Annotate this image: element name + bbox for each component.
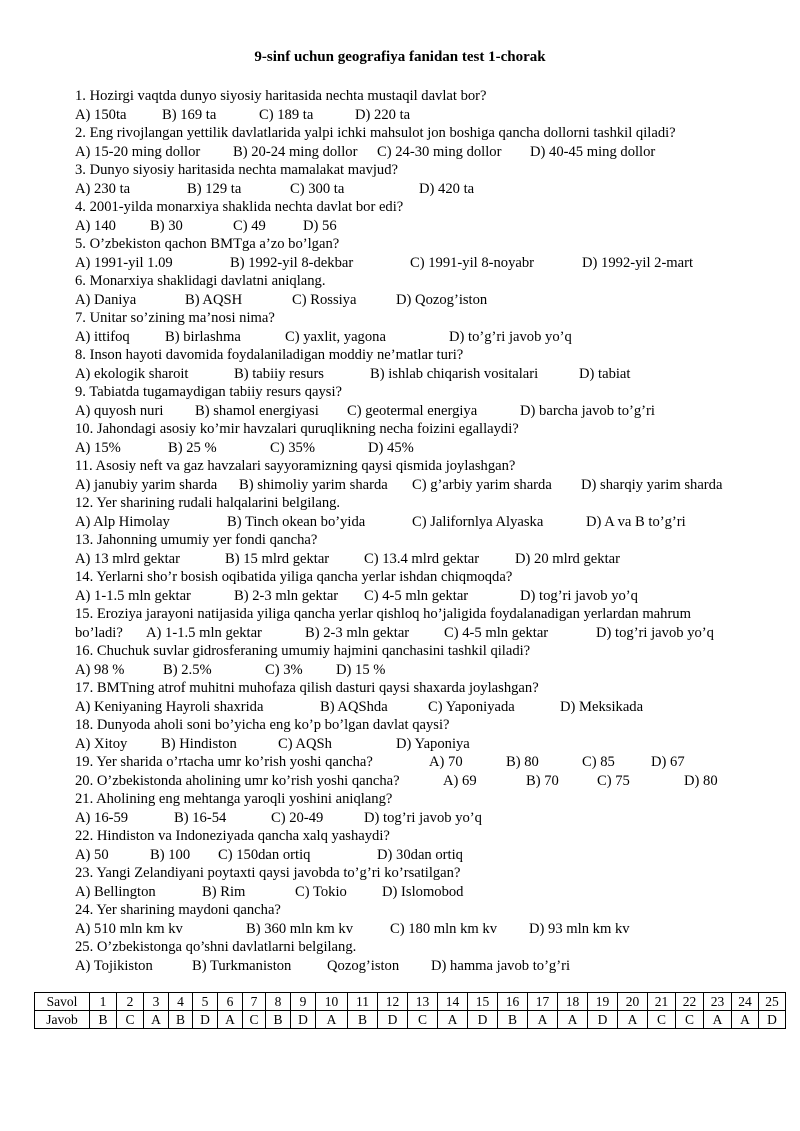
line-segment: D) tabiat (579, 366, 631, 382)
line-segment: 19. Yer sharida o’rtacha umr ko’rish yoshi qancha? (75, 754, 373, 770)
line-segment: C) 24-30 ming dollor (377, 144, 502, 160)
answer-cell: B (348, 1011, 378, 1029)
line-segment: D) tog’ri javob yo’q (520, 588, 638, 604)
answer-cell: A (704, 1011, 732, 1029)
answer-cell: D (588, 1011, 618, 1029)
question-number-cell: 19 (588, 993, 618, 1011)
line-segment: D) 20 mlrd gektar (515, 551, 620, 567)
line-segment: A) 150ta (75, 107, 127, 123)
line-segment: B) Rim (202, 884, 246, 900)
line-segment: 1. Hozirgi vaqtda dunyo siyosiy haritasida nechta mustaqil davlat bor? (75, 88, 487, 104)
line-segment: 8. Inson hayoti davomida foydalaniladigan moddiy ne’matlar turi? (75, 347, 464, 363)
line-segment: 13. Jahonning umumiy yer fondi qancha? (75, 532, 318, 548)
line-segment: A) 15-20 ming dollor (75, 144, 201, 160)
question-number-cell: 15 (468, 993, 498, 1011)
line-segment: 7. Unitar so’zining ma’nosi nima? (75, 310, 275, 326)
line-segment: D) 15 % (336, 662, 386, 678)
line-segment: D) 67 (651, 754, 685, 770)
answer-cell: A (732, 1011, 759, 1029)
answer-cell: A (558, 1011, 588, 1029)
line-segment: A) 70 (429, 754, 463, 770)
answer-cell: D (759, 1011, 786, 1029)
line-segment: B) 30 (150, 218, 183, 234)
line-segment: 9. Tabiatda tugamaydigan tabiiy resurs qaysi? (75, 384, 342, 400)
line-segment: C) 75 (597, 773, 630, 789)
answer-cell: B (169, 1011, 193, 1029)
line-segment: A) 98 % (75, 662, 125, 678)
line-segment: B) 100 (150, 847, 191, 863)
question-number-cell: 11 (348, 993, 378, 1011)
question-number-cell: 4 (169, 993, 193, 1011)
line-segment: A) quyosh nuri (75, 403, 164, 419)
line-segment: B) shimoliy yarim sharda (239, 477, 388, 493)
line-segment: 14. Yerlarni sho’r bosish oqibatida yiliga qancha yerlar ishdan chiqmoqda? (75, 569, 513, 585)
answer-cell: A (316, 1011, 348, 1029)
line-segment: C) Yaponiyada (428, 699, 515, 715)
line-segment: B) birlashma (165, 329, 241, 345)
question-number-cell: 21 (648, 993, 676, 1011)
line-segment: D) Meksikada (560, 699, 644, 715)
line-segment: B) 16-54 (174, 810, 227, 826)
question-number-cell: 1 (90, 993, 117, 1011)
question-number-cell: 2 (117, 993, 144, 1011)
answer-key-question-row (35, 993, 786, 1011)
line-segment: 22. Hindiston va Indoneziyada qancha xalq yashaydi? (75, 828, 390, 844)
question-number-cell: 17 (528, 993, 558, 1011)
line-segment: C) 1991-yil 8-noyabr (410, 255, 535, 271)
line-segment: 4. 2001-yilda monarxiya shaklida nechta davlat bor edi? (75, 199, 404, 215)
line-segment: 21. Aholining eng mehtanga yaroqli yoshini aniqlang? (75, 791, 393, 807)
line-segment: D) 220 ta (355, 107, 411, 123)
line-segment: 24. Yer sharining maydoni qancha? (75, 902, 281, 918)
line-segment: 3. Dunyo siyosiy haritasida nechta mamalakat mavjud? (75, 162, 399, 178)
line-segment: C) Tokio (295, 884, 347, 900)
answer-cell: D (291, 1011, 316, 1029)
line-segment: A) 16-59 (75, 810, 129, 826)
line-segment: D) tog’ri javob yo’q (364, 810, 482, 826)
line-segment: 20. O’zbekistonda aholining umr ko’rish yoshi qancha? (75, 773, 400, 789)
line-segment: 2. Eng rivojlangan yettilik davlatlarida yalpi ichki mahsulot jon boshiga qancha dollorni tashkil qiladi? (75, 125, 676, 141)
line-segment: bo’ladi? (75, 625, 123, 641)
line-segment: C) 4-5 mln gektar (444, 625, 549, 641)
line-segment: B) tabiiy resurs (234, 366, 324, 382)
answer-cell: D (468, 1011, 498, 1029)
line-segment: 18. Dunyoda aholi soni bo’yicha eng ko’p bo’lgan davlat qaysi? (75, 717, 450, 733)
line-segment: D) Qozog’iston (396, 292, 488, 308)
line-segment: A) Bellington (75, 884, 156, 900)
line-segment: B) 15 mlrd gektar (225, 551, 330, 567)
question-number-cell: 25 (759, 993, 786, 1011)
line-segment: 15. Eroziya jarayoni natijasida yiliga qancha yerlar qishloq ho’jaligida foydalanadigan yerlardan mahrum (75, 606, 691, 622)
line-segment: B) 169 ta (162, 107, 217, 123)
question-number-cell: 23 (704, 993, 732, 1011)
line-segment: 5. O’zbekiston qachon BMTga a’zo bo’lgan? (75, 236, 340, 252)
line-segment: A) 13 mlrd gektar (75, 551, 180, 567)
line-segment: 17. BMTning atrof muhitni muhofaza qilish dasturi qaysi shaxarda joylashgan? (75, 680, 539, 696)
line-segment: A) Keniyaning Hayroli shaxrida (75, 699, 264, 715)
line-segment: D) sharqiy yarim sharda (581, 477, 723, 493)
question-number-cell: 3 (144, 993, 169, 1011)
line-segment: 12. Yer sharining rudali halqalarini belgilang. (75, 495, 341, 511)
line-segment: D) 420 ta (419, 181, 475, 197)
question-number-cell: 7 (243, 993, 266, 1011)
line-segment: B) AQSH (185, 292, 243, 308)
line-segment: C) 49 (233, 218, 266, 234)
answer-cell: A (218, 1011, 243, 1029)
line-segment: B) ishlab chiqarish vositalari (370, 366, 539, 382)
answer-cell: C (117, 1011, 144, 1029)
line-segment: C) 20-49 (271, 810, 324, 826)
line-segment: 10. Jahondagi asosiy ko’mir havzalari quruqlikning necha foizini egallaydi? (75, 421, 519, 437)
line-segment: D) 40-45 ming dollor (530, 144, 656, 160)
question-number-cell: 8 (266, 993, 291, 1011)
line-segment: D) 30dan ortiq (377, 847, 463, 863)
line-segment: A) 1-1.5 mln gektar (146, 625, 262, 641)
line-segment: C) 300 ta (290, 181, 345, 197)
line-segment: C) Jalifornlya Alyaska (412, 514, 544, 530)
line-segment: B) 2-3 mln gektar (305, 625, 410, 641)
line-segment: C) Rossiya (292, 292, 357, 308)
line-segment: D) Yaponiya (396, 736, 470, 752)
question-number-cell: 9 (291, 993, 316, 1011)
line-segment: B) 1992-yil 8-dekbar (230, 255, 354, 271)
line-segment: C) geotermal energiya (347, 403, 478, 419)
line-segment: C) 189 ta (259, 107, 314, 123)
answer-cell: A (438, 1011, 468, 1029)
line-segment: A) 15% (75, 440, 121, 456)
line-segment: B) 25 % (168, 440, 217, 456)
line-segment: C) 150dan ortiq (218, 847, 311, 863)
line-segment: 25. O’zbekistonga qo’shni davlatlarni belgilang. (75, 939, 357, 955)
line-segment: B) Tinch okean bo’yida (227, 514, 366, 530)
line-segment: A) ittifoq (75, 329, 130, 345)
line-segment: D) hamma javob to’g’ri (431, 958, 571, 974)
line-segment: D) 80 (684, 773, 718, 789)
line-segment: B) 20-24 ming dollor (233, 144, 358, 160)
line-segment: 23. Yangi Zelandiyani poytaxti qaysi javobda to’g’ri ko’rsatilgan? (75, 865, 461, 881)
line-segment: A) Daniya (75, 292, 137, 308)
question-number-cell: 16 (498, 993, 528, 1011)
answer-key-row-label: Javob (35, 1011, 90, 1029)
line-segment: C) 4-5 mln gektar (364, 588, 469, 604)
line-segment: Qozog’iston (327, 958, 400, 974)
line-segment: C) g’arbiy yarim sharda (412, 477, 552, 493)
question-number-cell: 22 (676, 993, 704, 1011)
answer-cell: B (90, 1011, 117, 1029)
line-segment: C) 13.4 mlrd gektar (364, 551, 480, 567)
line-segment: 6. Monarxiya shaklidagi davlatni aniqlang. (75, 273, 326, 289)
answer-key-row-label: Savol (35, 993, 90, 1011)
answer-cell: C (648, 1011, 676, 1029)
line-segment: C) 180 mln km kv (390, 921, 498, 937)
page-title: 9-sinf uchun geografiya fanidan test 1-chorak (254, 49, 546, 65)
line-segment: A) Tojikiston (75, 958, 153, 974)
question-number-cell: 13 (408, 993, 438, 1011)
line-segment: D) barcha javob to’g’ri (520, 403, 655, 419)
line-segment: D) A va B to’g’ri (586, 514, 686, 530)
answer-key-answer-row (35, 1011, 786, 1029)
question-number-cell: 12 (378, 993, 408, 1011)
answer-key-table (34, 992, 786, 1029)
question-number-cell: 10 (316, 993, 348, 1011)
line-segment: A) 230 ta (75, 181, 131, 197)
answer-cell: A (528, 1011, 558, 1029)
line-segment: B) Hindiston (161, 736, 237, 752)
line-segment: B) 70 (526, 773, 559, 789)
answer-cell: C (408, 1011, 438, 1029)
line-segment: 11. Asosiy neft va gaz havzalari sayyoramizning qaysi qismida joylashgan? (75, 458, 516, 474)
line-segment: C) 3% (265, 662, 303, 678)
line-segment: C) AQSh (278, 736, 332, 752)
answer-cell: B (498, 1011, 528, 1029)
answer-cell: D (378, 1011, 408, 1029)
line-segment: C) 35% (270, 440, 315, 456)
line-segment: A) ekologik sharoit (75, 366, 189, 382)
line-segment: B) AQShda (320, 699, 388, 715)
line-segment: 16. Chuchuk suvlar gidrosferaning umumiy hajmini qanchasini tashkil qiladi? (75, 643, 531, 659)
line-segment: D) to’g’ri javob yo’q (449, 329, 572, 345)
answer-cell: A (144, 1011, 169, 1029)
line-segment: A) 50 (75, 847, 109, 863)
line-segment: A) 69 (443, 773, 477, 789)
answer-cell: D (193, 1011, 218, 1029)
line-segment: A) 510 mln km kv (75, 921, 183, 937)
line-segment: A) Alp Himolay (75, 514, 170, 530)
line-segment: B) shamol energiyasi (195, 403, 319, 419)
answer-cell: C (243, 1011, 266, 1029)
question-number-cell: 5 (193, 993, 218, 1011)
line-segment: A) 140 (75, 218, 116, 234)
line-segment: C) yaxlit, yagona (285, 329, 386, 345)
answer-cell: A (618, 1011, 648, 1029)
question-number-cell: 6 (218, 993, 243, 1011)
question-number-cell: 24 (732, 993, 759, 1011)
line-segment: A) 1-1.5 mln gektar (75, 588, 191, 604)
line-segment: B) 129 ta (187, 181, 242, 197)
line-segment: B) 360 mln km kv (246, 921, 354, 937)
line-segment: D) Islomobod (382, 884, 464, 900)
answer-cell: C (676, 1011, 704, 1029)
line-segment: D) tog’ri javob yo’q (596, 625, 714, 641)
line-segment: B) Turkmaniston (192, 958, 292, 974)
line-segment: B) 2-3 mln gektar (234, 588, 339, 604)
answer-cell: B (266, 1011, 291, 1029)
question-number-cell: 14 (438, 993, 468, 1011)
line-segment: D) 1992-yil 2-mart (582, 255, 694, 271)
line-segment: B) 2.5% (163, 662, 212, 678)
line-segment: C) 85 (582, 754, 615, 770)
question-number-cell: 18 (558, 993, 588, 1011)
question-number-cell: 20 (618, 993, 648, 1011)
line-segment: A) Xitoy (75, 736, 128, 752)
line-segment: B) 80 (506, 754, 539, 770)
line-segment: D) 56 (303, 218, 337, 234)
line-segment: A) 1991-yil 1.09 (75, 255, 173, 271)
line-segment: D) 45% (368, 440, 414, 456)
line-segment: A) janubiy yarim sharda (75, 477, 218, 493)
line-segment: D) 93 mln km kv (529, 921, 630, 937)
